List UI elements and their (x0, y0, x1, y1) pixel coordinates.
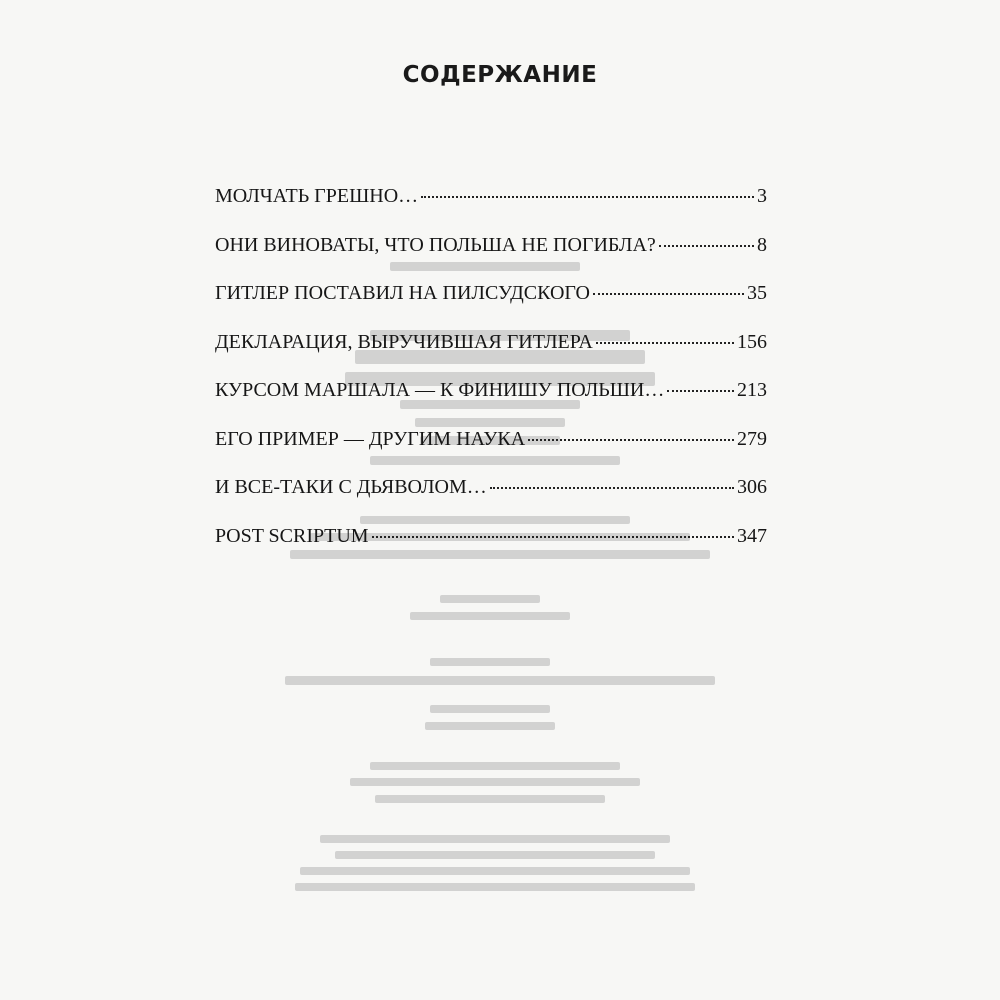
toc-entry-title: КУРСОМ МАРШАЛА — К ФИНИШУ ПОЛЬШИ… (215, 379, 665, 401)
toc-entry-title: ДЕКЛАРАЦИЯ, ВЫРУЧИВШАЯ ГИТЛЕРА (215, 330, 593, 353)
toc-entry[interactable] (215, 525, 767, 574)
toc-entry[interactable] (215, 428, 767, 477)
toc-entry[interactable] (215, 331, 767, 380)
toc-entry-title: ОНИ ВИНОВАТЫ, ЧТО ПОЛЬША НЕ ПОГИБЛА? (215, 233, 656, 256)
toc-entry-page: 347 (737, 524, 767, 547)
toc-entry-page: 213 (737, 379, 767, 401)
toc-entry-page: 8 (757, 233, 767, 256)
toc-entry-title: И ВСЕ-ТАКИ С ДЬЯВОЛОМ… (215, 476, 487, 498)
toc-dot-leader (372, 536, 734, 538)
toc-entry[interactable] (215, 234, 767, 283)
toc-entry-page: 3 (757, 185, 767, 207)
toc-entry-page: 306 (737, 476, 767, 498)
toc-entry-title: ГИТЛЕР ПОСТАВИЛ НА ПИЛСУДСКОГО (215, 282, 590, 304)
toc-entry[interactable] (215, 476, 767, 525)
toc-entry[interactable] (215, 185, 767, 234)
toc-dot-leader (659, 245, 754, 247)
toc-entry[interactable] (215, 379, 767, 428)
toc-entry-title: ЕГО ПРИМЕР — ДРУГИМ НАУКА (215, 427, 526, 450)
toc-dot-leader (490, 487, 734, 489)
toc-dot-leader (596, 342, 734, 344)
toc-dot-leader (528, 439, 734, 441)
toc-dot-leader (593, 293, 744, 295)
toc-entry-title: POST SCRIPTUM (215, 524, 369, 547)
toc-entry-page: 35 (747, 282, 767, 304)
table-of-contents (215, 185, 767, 573)
toc-dot-leader (667, 390, 734, 392)
toc-entry-page: 279 (737, 427, 767, 450)
toc-dot-leader (421, 196, 754, 198)
toc-entry[interactable] (215, 282, 767, 331)
toc-entry-title: МОЛЧАТЬ ГРЕШНО… (215, 185, 419, 207)
contents-heading: СОДЕРЖАНИЕ (402, 62, 598, 88)
toc-entry-page: 156 (737, 330, 767, 353)
